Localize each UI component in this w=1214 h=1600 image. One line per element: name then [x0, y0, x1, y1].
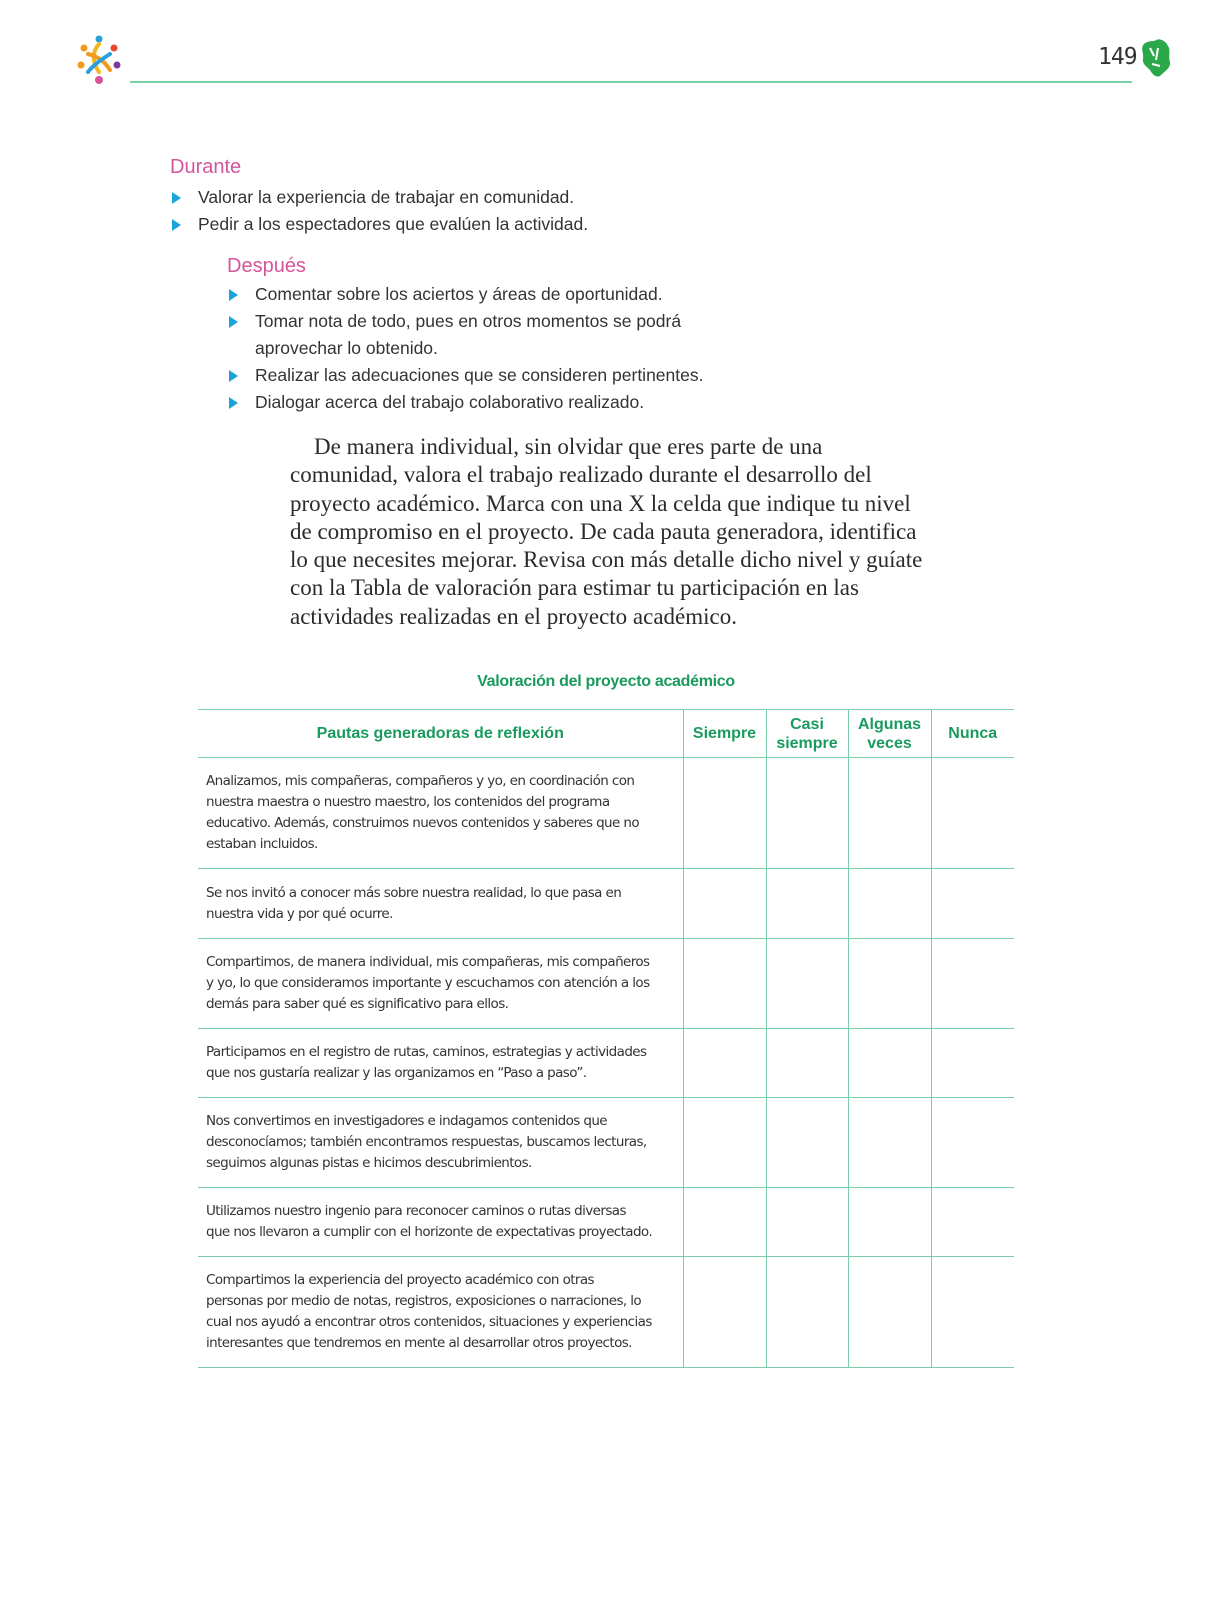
pauta-text: Utilizamos nuestro ingenio para reconocer caminos o rutas diversas que nos llevaron a cumplir con el horizonte de expectativas proyectado.: [198, 1188, 683, 1257]
cell-siempre[interactable]: [683, 1257, 766, 1368]
list-item-text: Pedir a los espectadores que evalúen la actividad.: [198, 214, 589, 234]
instruction-paragraph: De manera individual, sin olvidar que eres parte de una comunidad, valora el trabajo realizado durante el desarrollo del proyecto académico. Marca con una X la celda que indique tu nivel de compromiso en el proyecto. De cada pauta generadora, identifica lo que necesites mejorar. Revisa con más detalle dicho nivel y guíate con la Tabla de valoración para estimar tu participación en las actividades realizadas en el proyecto académico.: [290, 434, 923, 629]
cell-nunca[interactable]: [931, 939, 1014, 1029]
cell-nunca[interactable]: [931, 1257, 1014, 1368]
pauta-text: Nos convertimos en investigadores e indagamos contenidos que desconocíamos; también encontramos respuestas, buscamos lecturas, seguimos algunas pistas e hicimos descubrimientos.: [198, 1098, 683, 1188]
cell-siempre[interactable]: [683, 939, 766, 1029]
list-item: [227, 389, 707, 416]
cell-siempre[interactable]: [683, 869, 766, 939]
table-row: [198, 869, 1014, 939]
table-row: [198, 758, 1014, 869]
cell-casi-siempre[interactable]: [766, 869, 848, 939]
cell-casi-siempre[interactable]: [766, 758, 848, 869]
cell-algunas-veces[interactable]: [848, 1029, 931, 1098]
pauta-text: Compartimos la experiencia del proyecto académico con otras personas por medio de notas, registros, exposiciones o narraciones, lo cual nos ayudó a encontrar otros contenidos, situaciones y experiencias interesantes que tendremos en mente al desarrollar otros proyectos.: [198, 1257, 683, 1368]
list-item-text: Tomar nota de todo, pues en otros momentos se podrá aprovechar lo obtenido.: [255, 311, 682, 358]
bullet-arrow-icon: [172, 219, 181, 231]
table-row: [198, 939, 1014, 1029]
column-header-casi-siempre: Casi siempre: [766, 710, 848, 758]
cell-nunca[interactable]: [931, 758, 1014, 869]
column-header-pautas: Pautas generadoras de reflexión: [198, 710, 683, 758]
cell-nunca[interactable]: [931, 1098, 1014, 1188]
table-row: [198, 1188, 1014, 1257]
pauta-text: Participamos en el registro de rutas, caminos, estrategias y actividades que nos gustaría realizar y las organizamos en “Paso a paso”.: [198, 1029, 683, 1098]
cell-casi-siempre[interactable]: [766, 939, 848, 1029]
pauta-text: Compartimos, de manera individual, mis compañeras, mis compañeros y yo, lo que consideramos importante y escuchamos con atención a los demás para saber qué es significativo para ellos.: [198, 939, 683, 1029]
cell-algunas-veces[interactable]: [848, 1098, 931, 1188]
column-header-nunca: Nunca: [931, 710, 1014, 758]
cell-algunas-veces[interactable]: [848, 939, 931, 1029]
green-map-badge-icon: [1138, 38, 1172, 78]
list-item-text: Valorar la experiencia de trabajar en comunidad.: [198, 187, 575, 207]
bullet-arrow-icon: [229, 370, 238, 382]
despues-heading: Después: [227, 255, 306, 277]
cell-algunas-veces[interactable]: [848, 758, 931, 869]
durante-heading: Durante: [170, 156, 242, 178]
bullet-arrow-icon: [172, 192, 181, 204]
list-item-text: Dialogar acerca del trabajo colaborativo realizado.: [255, 392, 645, 412]
header-rule: [130, 81, 1132, 83]
cell-casi-siempre[interactable]: [766, 1188, 848, 1257]
durante-list: [170, 184, 730, 238]
cell-algunas-veces[interactable]: [848, 1188, 931, 1257]
list-item-text: Comentar sobre los aciertos y áreas de oportunidad.: [255, 284, 663, 304]
list-item: [170, 211, 730, 238]
list-item: [170, 184, 730, 211]
column-header-siempre: Siempre: [683, 710, 766, 758]
bullet-arrow-icon: [229, 289, 238, 301]
cell-nunca[interactable]: [931, 869, 1014, 939]
list-item: [227, 281, 707, 308]
pauta-text: Se nos invitó a conocer más sobre nuestra realidad, lo que pasa en nuestra vida y por qué ocurre.: [198, 869, 683, 939]
bullet-arrow-icon: [229, 316, 238, 328]
list-item-text: Realizar las adecuaciones que se consideren pertinentes.: [255, 365, 704, 385]
list-item: [227, 308, 707, 362]
cell-siempre[interactable]: [683, 758, 766, 869]
cell-siempre[interactable]: [683, 1029, 766, 1098]
cell-siempre[interactable]: [683, 1188, 766, 1257]
valoracion-table: [198, 709, 1014, 1368]
colorful-community-logo-icon: [72, 34, 126, 86]
column-header-algunas-veces: Algunas veces: [848, 710, 931, 758]
cell-casi-siempre[interactable]: [766, 1029, 848, 1098]
table-title: Valoración del proyecto académico: [477, 673, 735, 690]
despues-list: [227, 281, 707, 416]
table-row: [198, 1098, 1014, 1188]
table-row: [198, 1257, 1014, 1368]
page-number: 149: [1098, 44, 1137, 70]
cell-nunca[interactable]: [931, 1188, 1014, 1257]
cell-algunas-veces[interactable]: [848, 1257, 931, 1368]
table-header-row: [198, 710, 1014, 758]
cell-casi-siempre[interactable]: [766, 1257, 848, 1368]
cell-nunca[interactable]: [931, 1029, 1014, 1098]
cell-siempre[interactable]: [683, 1098, 766, 1188]
pauta-text: Analizamos, mis compañeras, compañeros y yo, en coordinación con nuestra maestra o nuestro maestro, los contenidos del programa educativo. Además, construimos nuevos contenidos y saberes que no estaban incluidos.: [198, 758, 683, 869]
cell-algunas-veces[interactable]: [848, 869, 931, 939]
table-row: [198, 1029, 1014, 1098]
bullet-arrow-icon: [229, 397, 238, 409]
list-item: [227, 362, 707, 389]
cell-casi-siempre[interactable]: [766, 1098, 848, 1188]
